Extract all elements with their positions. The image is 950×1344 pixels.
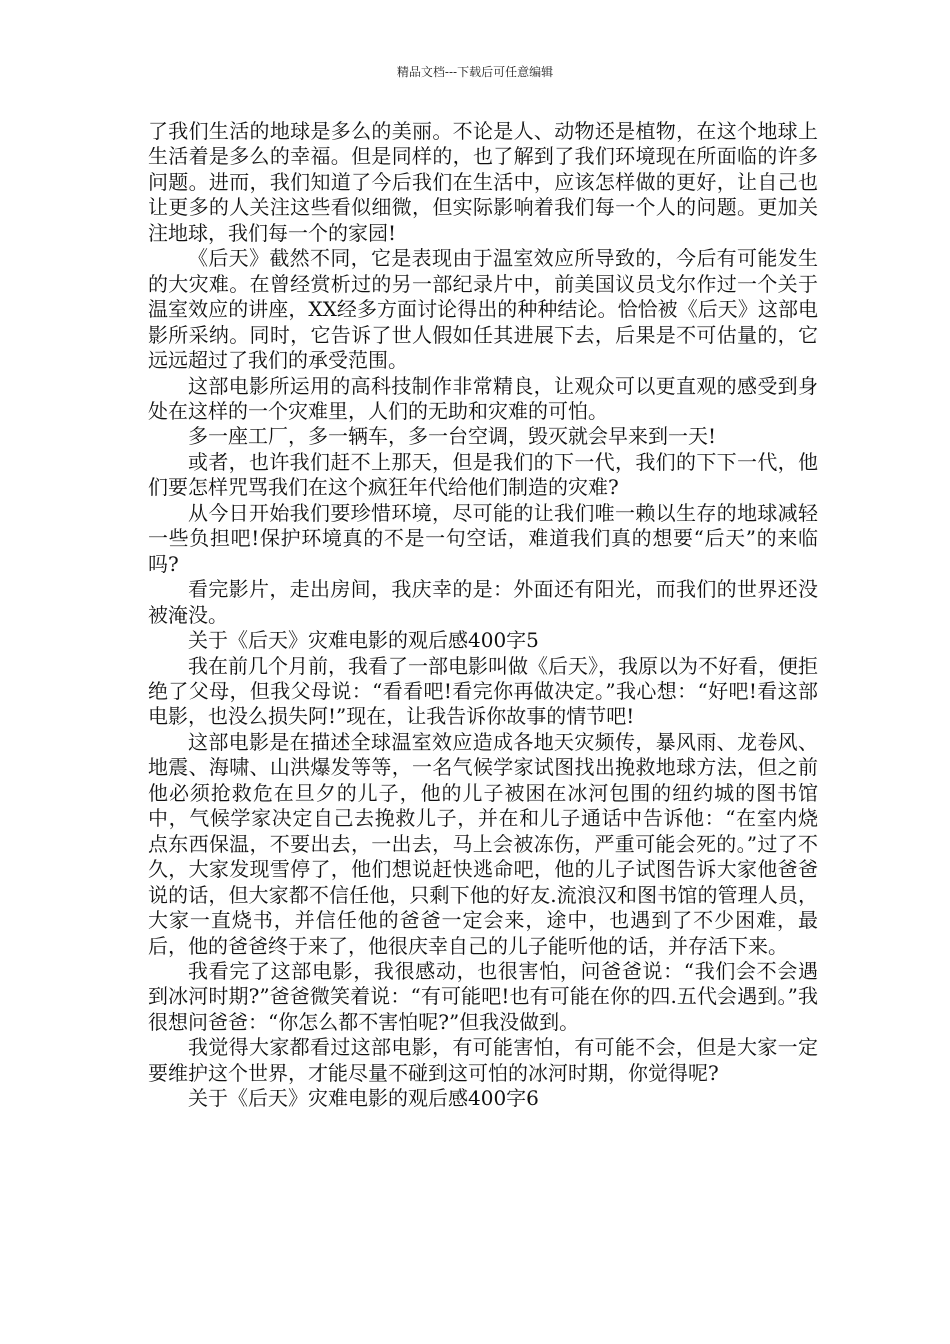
paragraph-2: 《后天》截然不同，它是表现由于温室效应所导致的，今后有可能发生的大灾难。在曾经赏析过的另一部纪录片中，前美国议员戈尔作过一个关于温室效应的讲座，XX经多方面讨论得出的种种结论。恰恰被《后天》这部电影所采纳。同时，它告诉了世人假如任其进展下去，后果是不可估量的，它远远超过了我们的承受范围。 bbox=[148, 246, 818, 373]
document-body bbox=[148, 119, 818, 1112]
section-heading-6: 关于《后天》灾难电影的观后感400字6 bbox=[188, 1086, 539, 1111]
paragraph-8: 我在前几个月前，我看了一部电影叫做《后天》，我原以为不好看，便拒绝了父母，但我父母说：“看看吧!看完你再做决定。”我心想：“好吧!看这部电影，也没么损失阿!”现在，让我告诉你故事的情节吧! bbox=[148, 653, 818, 729]
page-header: 精品文档---下载后可任意编辑 bbox=[396, 65, 554, 79]
paragraph-9: 这部电影是在描述全球温室效应造成各地天灾频传，暴风雨、龙卷风、地震、海啸、山洪爆发等等，一名气候学家试图找出挽救地球方法，但之前他必须抢救危在旦夕的儿子，他的儿子被困在冰河包围的纽约城的图书馆中，气候学家决定自己去挽救儿子，并在和儿子通话中告诉他：“在室内烧点东西保温，不要出去，一出去，马上会被冻伤，严重可能会死的。”过了不久，大家发现雪停了，他们想说赶快逃命吧，他的儿子试图告诉大家他爸爸说的话，但大家都不信任他，只剩下他的好友.流浪汉和图书馆的管理人员，大家一直烧书，并信任他的爸爸一定会来，途中，也遇到了不少困难，最后，他的爸爸终于来了，他很庆幸自己的儿子能听他的话，并存活下来。 bbox=[148, 729, 818, 958]
paragraph-3: 这部电影所运用的高科技制作非常精良，让观众可以更直观的感受到身处在这样的一个灾难里，人们的无助和灾难的可怕。 bbox=[148, 373, 818, 423]
paragraph-4: 多一座工厂，多一辆车，多一台空调，毁灭就会早来到一天! bbox=[188, 424, 717, 449]
paragraph-11: 我觉得大家都看过这部电影，有可能害怕，有可能不会，但是大家一定要维护这个世界，才能尽量不碰到这可怕的冰河时期，你觉得呢? bbox=[148, 1035, 818, 1085]
paragraph-10: 我看完了这部电影，我很感动，也很害怕，问爸爸说：“我们会不会遇到冰河时期?”爸爸微笑着说：“有可能吧!也有可能在你的四.五代会遇到。”我很想问爸爸：“你怎么都不害怕呢?”但我没做到。 bbox=[148, 958, 818, 1034]
paragraph-7: 看完影片，走出房间，我庆幸的是：外面还有阳光，而我们的世界还没被淹没。 bbox=[148, 577, 818, 627]
paragraph-6: 从今日开始我们要珍惜环境，尽可能的让我们唯一赖以生存的地球减轻一些负担吧!保护环境真的不是一句空话，难道我们真的想要“后天”的来临吗? bbox=[148, 500, 818, 576]
paragraph-1: 了我们生活的地球是多么的美丽。不论是人、动物还是植物，在这个地球上生活着是多么的幸福。但是同样的，也了解到了我们环境现在所面临的许多问题。进而，我们知道了今后我们在生活中，应该怎样做的更好，让自己也让更多的人关注这些看似细微，但实际影响着我们每一个人的问题。更加关注地球，我们每一个的家园! bbox=[148, 119, 818, 245]
paragraph-5: 或者，也许我们赶不上那天，但是我们的下一代，我们的下下一代，他们要怎样咒骂我们在这个疯狂年代给他们制造的灾难? bbox=[148, 449, 818, 500]
section-heading-5: 关于《后天》灾难电影的观后感400字5 bbox=[188, 628, 539, 653]
